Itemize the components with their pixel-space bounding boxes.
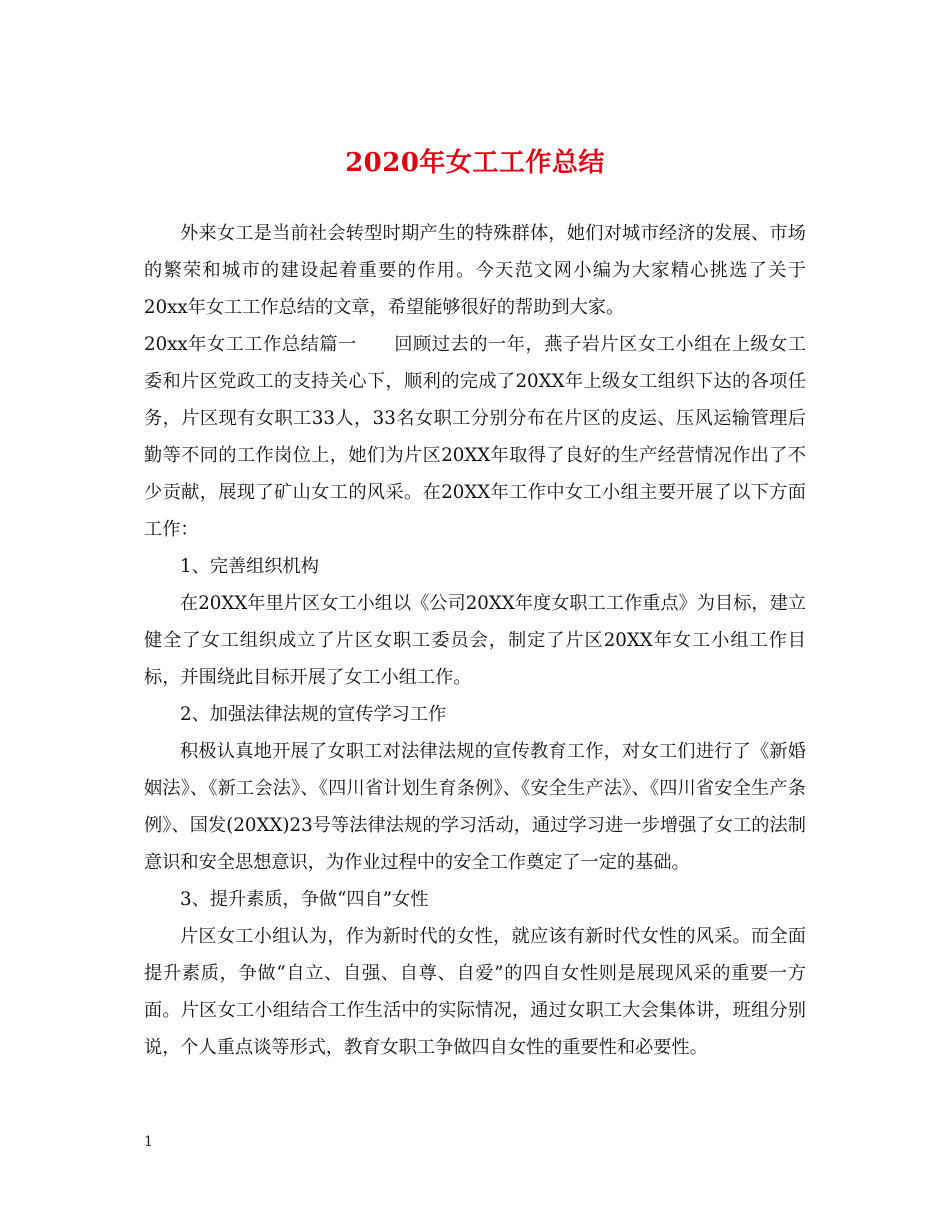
heading-legal-study: 2、加强法律法规的宣传学习工作 bbox=[180, 704, 447, 725]
section-one-paragraph: 20xx年女工工作总结篇一 回顾过去的一年，燕子岩片区女工小组在上级女工委和片区党政工的支持关心下，顺利的完成了20XX年上级女工组织下达的各项任务，片区现有女职工33人，33名女职工分别分布在片区的皮运、压风运输管理后勤等不同的工作岗位上，她们为片区20XX年取得了良好的生产经营情况作出了不少贡献，展现了矿山女工的风采。在20XX年工作中女工小组主要开展了以下方面工作： bbox=[144, 334, 806, 540]
organization-paragraph: 在20XX年里片区女工小组以《公司20XX年度女职工工作重点》为目标，建立健全了女工组织成立了片区女职工委员会，制定了片区20XX年女工小组工作目标，并围绕此目标开展了女工小组工作。 bbox=[144, 593, 806, 688]
document-title: 2020年女工工作总结 bbox=[345, 148, 605, 178]
intro-paragraph: 外来女工是当前社会转型时期产生的特殊群体，她们对城市经济的发展、市场的繁荣和城市的建设起着重要的作用。今天范文网小编为大家精心挑选了关于20xx年女工工作总结的文章，希望能够很好的帮助到大家。 bbox=[144, 223, 806, 318]
quality-paragraph: 片区女工小组认为，作为新时代的女性，就应该有新时代女性的风采。而全面提升素质，争做“自立、自强、自尊、自爱”的四自女性则是展现风采的重要一方面。片区女工小组结合工作生活中的实际情况，通过女职工大会集体讲，班组分别说，个人重点谈等形式，教育女职工争做四自女性的重要性和必要性。 bbox=[144, 926, 806, 1058]
page-number: 1 bbox=[144, 1134, 153, 1150]
document-body bbox=[144, 215, 806, 1066]
heading-organization: 1、完善组织机构 bbox=[180, 556, 319, 577]
legal-study-paragraph: 积极认真地开展了女职工对法律法规的宣传教育工作，对女工们进行了《新婚姻法》、《新工会法》、《四川省计划生育条例》、《安全生产法》、《四川省安全生产条例》、国发(20XX)23号等法律法规的学习活动，通过学习进一步增强了女工的法制意识和安全思想意识，为作业过程中的安全工作奠定了一定的基础。 bbox=[144, 741, 806, 873]
heading-quality: 3、提升素质，争做“四自”女性 bbox=[180, 889, 429, 910]
